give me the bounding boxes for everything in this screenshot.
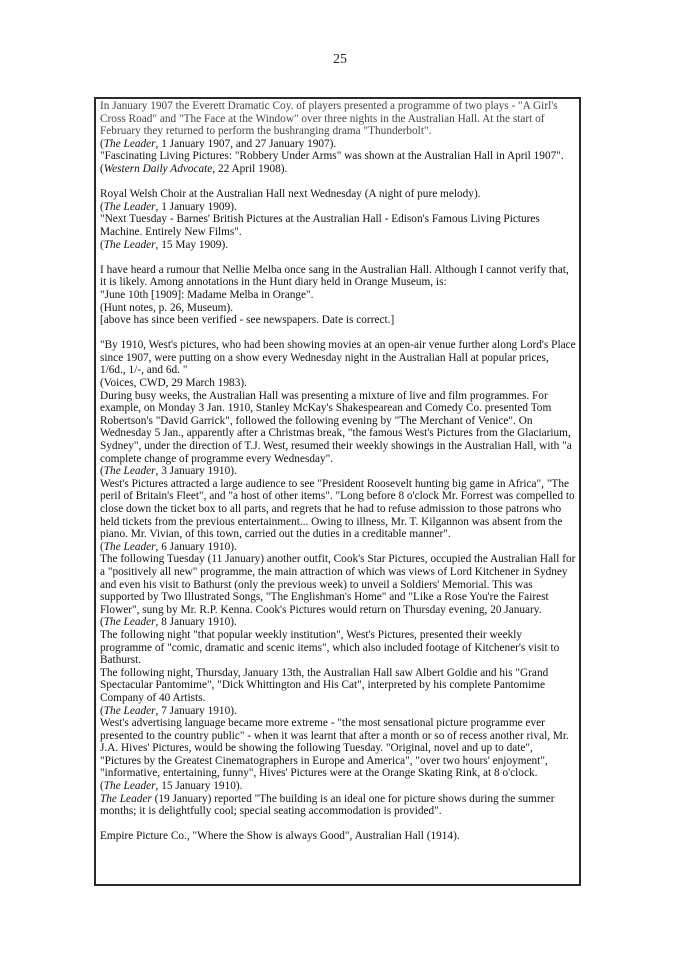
report-text: (19 January) reported "The building is an ideal one for picture shows during the summer months; it is delightfully cool; special seating accommodation is provided".	[100, 792, 555, 818]
source-citation: (The Leader, 6 January 1910).	[100, 540, 237, 553]
paragraph-busy-weeks: During busy weeks, the Australian Hall was presenting a mixture of live and film programmes. For example, on Monday 3 Jan. 1910, Stanley McKay's Shakespearean and Comedy Co. presented Tom Robertson's "David Garrick", followed the following evening by "The Merchant of Venice". On Wednesday 5 Jan., apparently after a Christmas break, "the famous West's Pictures from the Glaciarium, Sydney", under the direction of T.J. West, resumed their weekly showings in the Australian Hall, with "a complete change of programme every Wednesday".	[100, 389, 572, 465]
paragraph-cooks-pictures: The following Tuesday (11 January) another outfit, Cook's Star Pictures, occupied the Australian Hall for a "positively all new" programme, the main attraction of which was views of Lord Kitchener in Sydney and even his visit to Bathurst (only the previous week) to unveil a Soldiers' Memorial. This was supported by Two Illustrated Songs, "The Englishman's Home" and "Like a Rose You're the Fairest Flower", sung by Mr. R.P. Kenna. Cook's Pictures would return on Thursday evening, 20 January.	[100, 553, 576, 616]
citation-detail: , 15 January 1910).	[155, 780, 243, 793]
paragraph-robbery: "Fascinating Living Pictures: "Robbery Under Arms" was shown at the Australian Hall in April 1907".	[100, 150, 564, 163]
citation-detail: , 7 January 1910).	[155, 704, 237, 717]
page-number: 25	[333, 52, 347, 67]
paragraph-melba: I have heard a rumour that Nellie Melba once sang in the Australian Hall. Although I cannot verify that, it is likely. Among annotations in the Hunt diary held in Orange Museum, is:	[100, 263, 569, 289]
source-citation: (The Leader, 15 January 1910).	[100, 780, 243, 793]
paragraph-hives-pictures: West's advertising language became more extreme - "the most sensational picture programme ever presented to the country public" - when it was learnt that after a month or so of recess another rival, Mr. J.A. Hives' Pictures, would be showing the following Tuesday. "Original, novel and up to date", "Pictures by the Greatest Cinematographers in Europe and America", "over two hours' enjoyment", "informative, entertaining, funny", Hives' Pictures were at the Orange Skating Rink, at 8 o'clock.	[100, 717, 569, 780]
publication-name: The Leader	[103, 238, 156, 251]
source-citation: (Western Daily Advocate, 22 April 1908).	[100, 162, 288, 175]
citation-detail: , 1 January 1907, and 27 January 1907).	[155, 137, 337, 150]
citation-detail: , 3 January 1910).	[155, 465, 237, 478]
source-hunt-notes: (Hunt notes, p. 26, Museum).	[100, 301, 234, 314]
spacer	[100, 176, 576, 189]
source-citation: (The Leader, 7 January 1910).	[100, 704, 237, 717]
citation-detail: , 8 January 1910).	[155, 616, 237, 629]
publication-name: The Leader	[103, 540, 156, 553]
spacer	[100, 327, 576, 340]
publication-name: Western Daily Advocate	[103, 162, 213, 175]
source-citation: (The Leader, 1 January 1909).	[100, 200, 237, 213]
paragraph-roosevelt: West's Pictures attracted a large audience to see "President Roosevelt hunting big game in Africa", "The peril of Britain's Fleet", and "a host of other items". "Long before 8 o'clock Mr. Forrest was compelled to close down the ticket box to all parts, and regrets that he had to refuse admission to those patrons who held tickets from the previous entertainment... Owing to illness, Mr. T. Kilgannon was absent from the piano. Mr. Vivian, of this town, carried out the duties in a creditable manner".	[100, 477, 575, 541]
publication-name: The Leader	[103, 704, 156, 717]
paragraph-weekly-institution: The following night "that popular weekly institution", West's Pictures, presented their weekly programme of "comic, dramatic and scenic items", which also included footage of Kitchener's visit to Bathurst.	[100, 628, 560, 667]
content-box	[94, 97, 581, 886]
spacer	[100, 818, 576, 831]
paragraph-empire-picture: Empire Picture Co., "Where the Show is always Good", Australian Hall (1914).	[100, 830, 460, 843]
publication-name: The Leader	[103, 137, 156, 150]
paragraph-welsh-choir: Royal Welsh Choir at the Australian Hall next Wednesday (A night of pure melody).	[100, 188, 481, 201]
citation-detail: , 22 April 1908).	[212, 162, 288, 175]
paragraph-leader-report	[100, 793, 576, 818]
publication-name: The Leader	[103, 200, 156, 213]
source-voices: (Voices, CWD, 29 March 1983).	[100, 377, 247, 390]
citation-detail: , 15 May 1909).	[155, 238, 229, 251]
citation-detail: , 1 January 1909).	[155, 200, 237, 213]
paragraph-barnes: "Next Tuesday - Barnes' British Pictures at the Australian Hall - Edison's Famous Living Pictures Machine. Entirely New Films".	[100, 213, 540, 238]
source-citation: (The Leader, 1 January 1907, and 27 January 1907).	[100, 137, 337, 150]
publication-name: The Leader	[100, 792, 152, 805]
publication-name: The Leader	[103, 465, 156, 478]
source-citation: (The Leader, 3 January 1910).	[100, 465, 237, 478]
spacer	[100, 251, 576, 264]
note-verified: [above has since been verified - see newspapers. Date is correct.]	[100, 314, 395, 327]
publication-name: The Leader	[103, 616, 156, 629]
quote-melba: "June 10th [1909]: Madame Melba in Orange".	[100, 288, 314, 301]
citation-detail: , 6 January 1910).	[155, 540, 237, 553]
source-citation: (The Leader, 15 May 1909).	[100, 238, 229, 251]
paragraph-wests-1910: "By 1910, West's pictures, who had been showing movies at an open-air venue further along Lord's Place since 1907, were putting on a show every Wednesday night in the Australian Hall at popular prices, 1/6d., 1/-, and 6d. "	[100, 339, 576, 377]
source-citation: (The Leader, 8 January 1910).	[100, 616, 237, 629]
publication-name: The Leader	[103, 780, 156, 793]
paragraph-pantomime: The following night, Thursday, January 13th, the Australian Hall saw Albert Goldie and his "Grand Spectacular Pantomime", "Dick Whittington and His Cat", interpreted by his complete Pantomime Company of 40 Artists.	[100, 666, 549, 704]
paragraph-everett: In January 1907 the Everett Dramatic Coy. of players presented a programme of two plays - "A Girl's Cross Road" and "The Face at the Window" over three nights in the Australian Hall. At the start of February they returned to perform the bushranging drama "Thunderbolt".	[100, 100, 558, 138]
